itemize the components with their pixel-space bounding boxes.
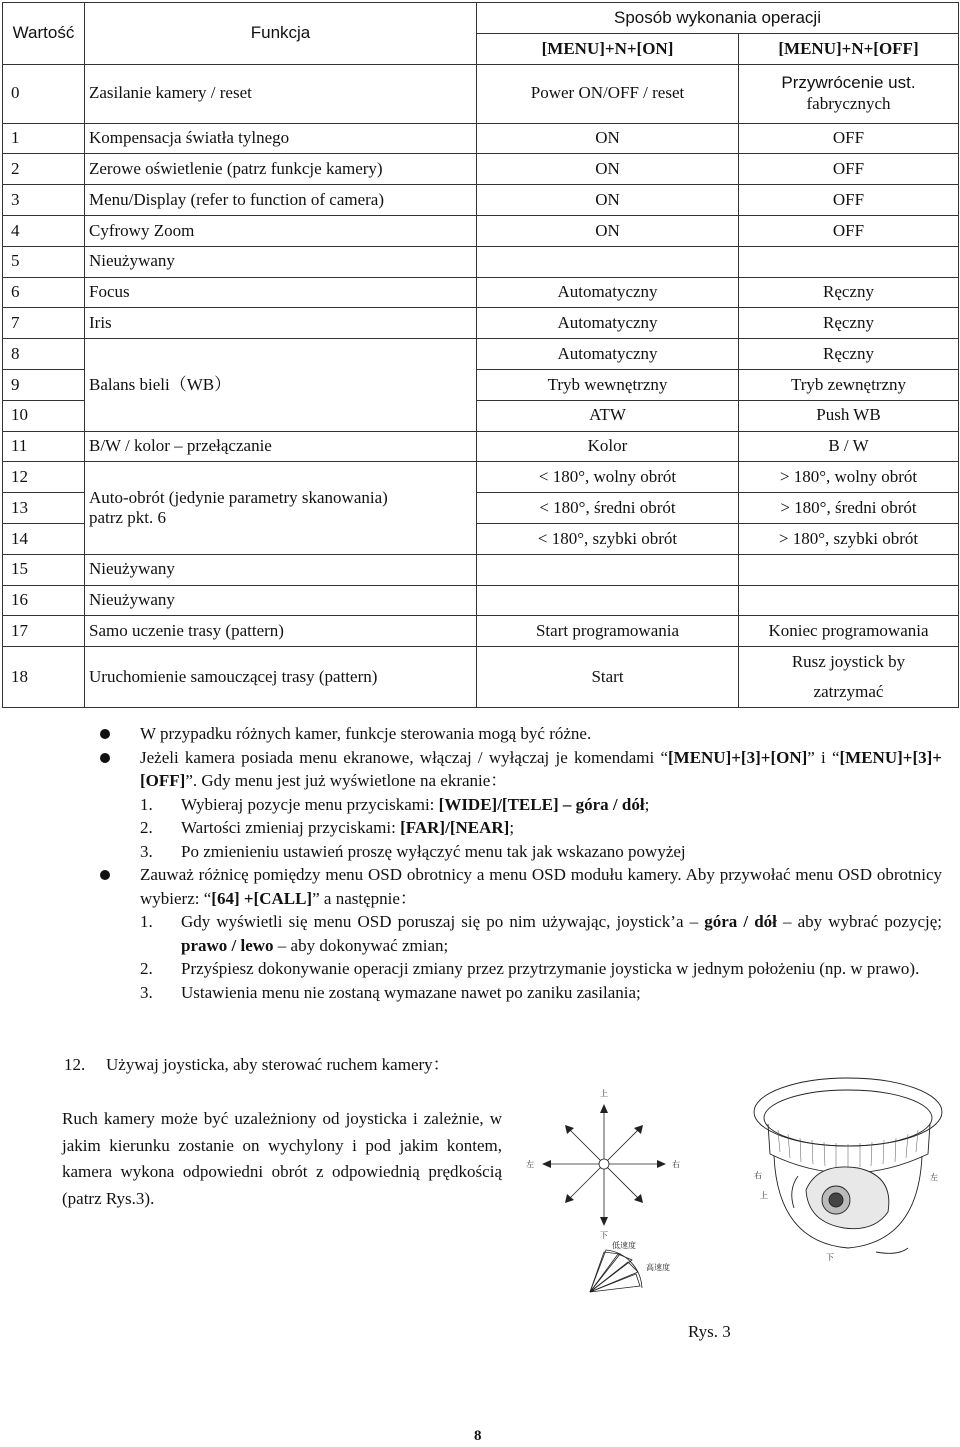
camera-label-down: 下	[826, 1253, 834, 1262]
sub-item-number: 3.	[140, 841, 153, 861]
command-text: [MENU]+[3]+[ON]	[667, 747, 808, 767]
row-function: B/W / kolor – przełączanie	[85, 431, 477, 462]
camera-housing	[768, 1124, 930, 1173]
bullet-icon	[100, 753, 110, 763]
row-value: 1	[3, 123, 85, 154]
row-value: 11	[3, 431, 85, 462]
table-header-row	[3, 3, 959, 34]
row-function: Samo uczenie trasy (pattern)	[85, 616, 477, 647]
row-off-line2: fabrycznych	[806, 93, 891, 113]
row-on	[477, 554, 739, 585]
table-row	[3, 154, 959, 185]
row-on: ON	[477, 215, 739, 246]
row-value: 9	[3, 369, 85, 400]
row-function: Focus	[85, 277, 477, 308]
arrow-left-icon	[542, 1160, 551, 1168]
row-value: 13	[3, 493, 85, 524]
label-right: 右	[672, 1160, 680, 1169]
table-row	[3, 123, 959, 154]
row-on	[477, 585, 739, 616]
row-off: OFF	[739, 215, 959, 246]
note-text: Jeżeli kamera posiada menu ekranowe, włączaj / wyłączaj je komendami “	[140, 747, 668, 767]
row-off	[739, 246, 959, 277]
row-off: OFF	[739, 185, 959, 216]
row-off-line1: Rusz joystick by	[791, 652, 906, 672]
command-text: [64] +[CALL]	[211, 888, 313, 908]
row-value: 17	[3, 616, 85, 647]
row-on: Automatyczny	[477, 277, 739, 308]
table-row	[3, 246, 959, 277]
row-off: B / W	[739, 431, 959, 462]
row-value: 18	[3, 647, 85, 708]
notes-list	[94, 722, 942, 1004]
camera-mount-inner-ring	[764, 1090, 932, 1146]
row-value: 7	[3, 308, 85, 339]
sub-item-text: – aby dokonywać zmian;	[273, 935, 449, 955]
row-value: 12	[3, 462, 85, 493]
sub-item-text: Ustawienia menu nie zostaną wymazane nawet po zaniku zasilania;	[181, 982, 641, 1002]
row-value: 3	[3, 185, 85, 216]
table-row	[3, 339, 959, 370]
sub-item-text: ;	[644, 794, 650, 814]
label-speed-high: 高速度	[646, 1263, 670, 1272]
section-title: Używaj joysticka, aby sterować ruchem kamery：	[106, 1055, 450, 1074]
row-function: Cyfrowy Zoom	[85, 215, 477, 246]
camera-label-up: 上	[760, 1191, 768, 1200]
sub-list	[140, 910, 942, 1004]
table-row	[3, 616, 959, 647]
sub-item-text: Przyśpiesz dokonywanie operacji zmiany przez przytrzymanie joysticka w jednym położeniu (np. w prawo).	[181, 959, 920, 978]
sub-item-number: 1.	[140, 912, 153, 931]
sub-item-number: 2.	[140, 818, 153, 837]
sub-item	[140, 793, 942, 817]
arrow-up-icon	[600, 1104, 608, 1113]
sub-item-text: Po zmienieniu ustawień proszę wyłączyć menu tak jak wskazano powyżej	[181, 841, 686, 861]
row-value: 14	[3, 523, 85, 554]
sub-item-text: Wybieraj pozycje menu przyciskami:	[181, 794, 439, 814]
row-value: 10	[3, 400, 85, 431]
table-row	[3, 308, 959, 339]
note-text: W przypadku różnych kamer, funkcje sterowania mogą być różne.	[140, 724, 592, 743]
section-number: 12.	[64, 1055, 86, 1074]
label-left: 左	[526, 1160, 534, 1169]
dome-camera-illustration	[748, 1072, 948, 1282]
bullet-note	[94, 722, 942, 746]
function-table	[2, 2, 959, 708]
header-function: Funkcja	[85, 3, 477, 65]
row-value: 5	[3, 246, 85, 277]
row-value: 0	[3, 64, 85, 123]
camera-pan-arrow-icon	[792, 1176, 798, 1208]
row-function-line1: Auto-obrót (jedynie parametry skanowania)	[89, 487, 388, 507]
row-function: Uruchomienie samouczącej trasy (pattern)	[85, 647, 477, 708]
row-off	[739, 585, 959, 616]
row-off	[739, 64, 959, 123]
joystick-center-icon	[599, 1159, 609, 1169]
row-off: > 180°, wolny obrót	[739, 462, 959, 493]
row-off-line2: zatrzymać	[813, 681, 884, 701]
sub-item	[140, 840, 942, 864]
sub-item-text: Wartości zmieniaj przyciskami:	[181, 818, 401, 837]
bullet-note	[94, 863, 942, 1004]
table-row	[3, 431, 959, 462]
table-row	[3, 215, 959, 246]
header-on-command: [MENU]+N+[ON]	[477, 33, 739, 64]
row-value: 6	[3, 277, 85, 308]
row-off: > 180°, średni obrót	[739, 493, 959, 524]
row-off	[739, 554, 959, 585]
sub-item	[140, 910, 942, 957]
row-function: Balans bieli（WB）	[85, 339, 477, 431]
row-off: Ręczny	[739, 308, 959, 339]
camera-label-right: 右	[754, 1171, 762, 1180]
row-on: < 180°, średni obrót	[477, 493, 739, 524]
row-off: > 180°, szybki obrót	[739, 523, 959, 554]
row-on: Automatyczny	[477, 308, 739, 339]
note-text: ” a następnie：	[312, 888, 417, 908]
joystick-stick-icon	[590, 1250, 642, 1292]
row-off: Tryb zewnętrzny	[739, 369, 959, 400]
table-row	[3, 554, 959, 585]
row-function: Zerowe oświetlenie (patrz funkcje kamery)	[85, 154, 477, 185]
row-on: Kolor	[477, 431, 739, 462]
header-off-command: [MENU]+N+[OFF]	[739, 33, 959, 64]
table-row	[3, 585, 959, 616]
row-off: Koniec programowania	[739, 616, 959, 647]
label-up: 上	[600, 1089, 608, 1098]
note-text: Zauważ różnicę pomiędzy menu OSD obrotnicy a menu OSD modułu kamery. Aby przywołać menu OSD obrotnicy wybierz: “	[140, 865, 942, 908]
table-row	[3, 462, 959, 493]
row-function: Zasilanie kamery / reset	[85, 64, 477, 123]
row-on: ON	[477, 123, 739, 154]
row-off: Ręczny	[739, 277, 959, 308]
row-off: Ręczny	[739, 339, 959, 370]
command-text: [WIDE]/[TELE] – góra / dół	[438, 794, 645, 814]
label-speed-low: 低速度	[612, 1241, 636, 1250]
row-function: Nieużywany	[85, 585, 477, 616]
row-function	[85, 462, 477, 554]
row-value: 8	[3, 339, 85, 370]
label-down: 下	[600, 1231, 608, 1240]
sub-item	[140, 957, 942, 981]
header-value: Wartość	[3, 3, 85, 65]
bullet-icon	[100, 870, 110, 880]
arrow-right-icon	[657, 1160, 666, 1168]
row-on	[477, 246, 739, 277]
section-heading	[64, 1052, 450, 1078]
row-function: Nieużywany	[85, 554, 477, 585]
table-row	[3, 185, 959, 216]
header-mode: Sposób wykonania operacji	[477, 3, 959, 34]
row-value: 15	[3, 554, 85, 585]
direction-text: góra / dół	[704, 912, 777, 931]
page-number: 8	[474, 1428, 482, 1444]
command-text: [MENU]+[3]+[OFF]	[140, 747, 942, 790]
note-text: ” i “	[807, 747, 840, 767]
row-value: 4	[3, 215, 85, 246]
joystick-direction-diagram	[520, 1082, 730, 1297]
command-text: [FAR]/[NEAR]	[400, 818, 510, 837]
row-on: ON	[477, 154, 739, 185]
table-row	[3, 647, 959, 708]
row-function-line2: patrz pkt. 6	[89, 508, 166, 528]
row-function: Menu/Display (refer to function of camera)	[85, 185, 477, 216]
row-on: ON	[477, 185, 739, 216]
sub-item	[140, 981, 942, 1005]
row-on: < 180°, szybki obrót	[477, 523, 739, 554]
row-on: Tryb wewnętrzny	[477, 369, 739, 400]
camera-lens-center-icon	[829, 1193, 843, 1207]
section-paragraph: Ruch kamery może być uzależniony od joysticka i zależnie, w jakim kierunku zostanie on wychylony i pod jakim kontem, kamera wykona odpowiedni obrót z odpowiednią prędkością (patrz Rys.3).	[62, 1109, 502, 1208]
row-off-line1: Przywrócenie ust.	[781, 73, 916, 93]
row-on: Automatyczny	[477, 339, 739, 370]
row-off: Push WB	[739, 400, 959, 431]
sub-item-text: ;	[509, 818, 515, 837]
sub-item-number: 2.	[140, 959, 153, 978]
sub-item-text: Gdy wyświetli się menu OSD poruszaj się po nim używając, joystick’a –	[181, 912, 705, 931]
note-text: ”. Gdy menu jest już wyświetlone na ekranie：	[185, 771, 508, 790]
arrow-down-icon	[600, 1217, 608, 1226]
row-value: 16	[3, 585, 85, 616]
camera-tilt-arrow-icon	[876, 1248, 908, 1253]
row-off: OFF	[739, 154, 959, 185]
row-function: Iris	[85, 308, 477, 339]
row-value: 2	[3, 154, 85, 185]
sub-item-number: 3.	[140, 982, 153, 1002]
table-row	[3, 64, 959, 123]
row-on: < 180°, wolny obrót	[477, 462, 739, 493]
row-on: Start programowania	[477, 616, 739, 647]
bullet-icon	[100, 729, 110, 739]
row-on: Power ON/OFF / reset	[477, 64, 739, 123]
sub-item-text: – aby wybrać pozycję;	[776, 912, 942, 931]
sub-list	[140, 793, 942, 864]
row-on: Start	[477, 647, 739, 708]
sub-item-number: 1.	[140, 794, 153, 814]
row-function: Nieużywany	[85, 246, 477, 277]
row-on: ATW	[477, 400, 739, 431]
camera-label-left: 左	[930, 1173, 938, 1182]
bullet-note	[94, 746, 942, 864]
table-row	[3, 277, 959, 308]
sub-item	[140, 816, 942, 840]
row-off: OFF	[739, 123, 959, 154]
row-function: Kompensacja światła tylnego	[85, 123, 477, 154]
row-off	[739, 647, 959, 708]
figure-caption: Rys. 3	[688, 1322, 731, 1341]
direction-text: prawo / lewo	[181, 935, 274, 955]
